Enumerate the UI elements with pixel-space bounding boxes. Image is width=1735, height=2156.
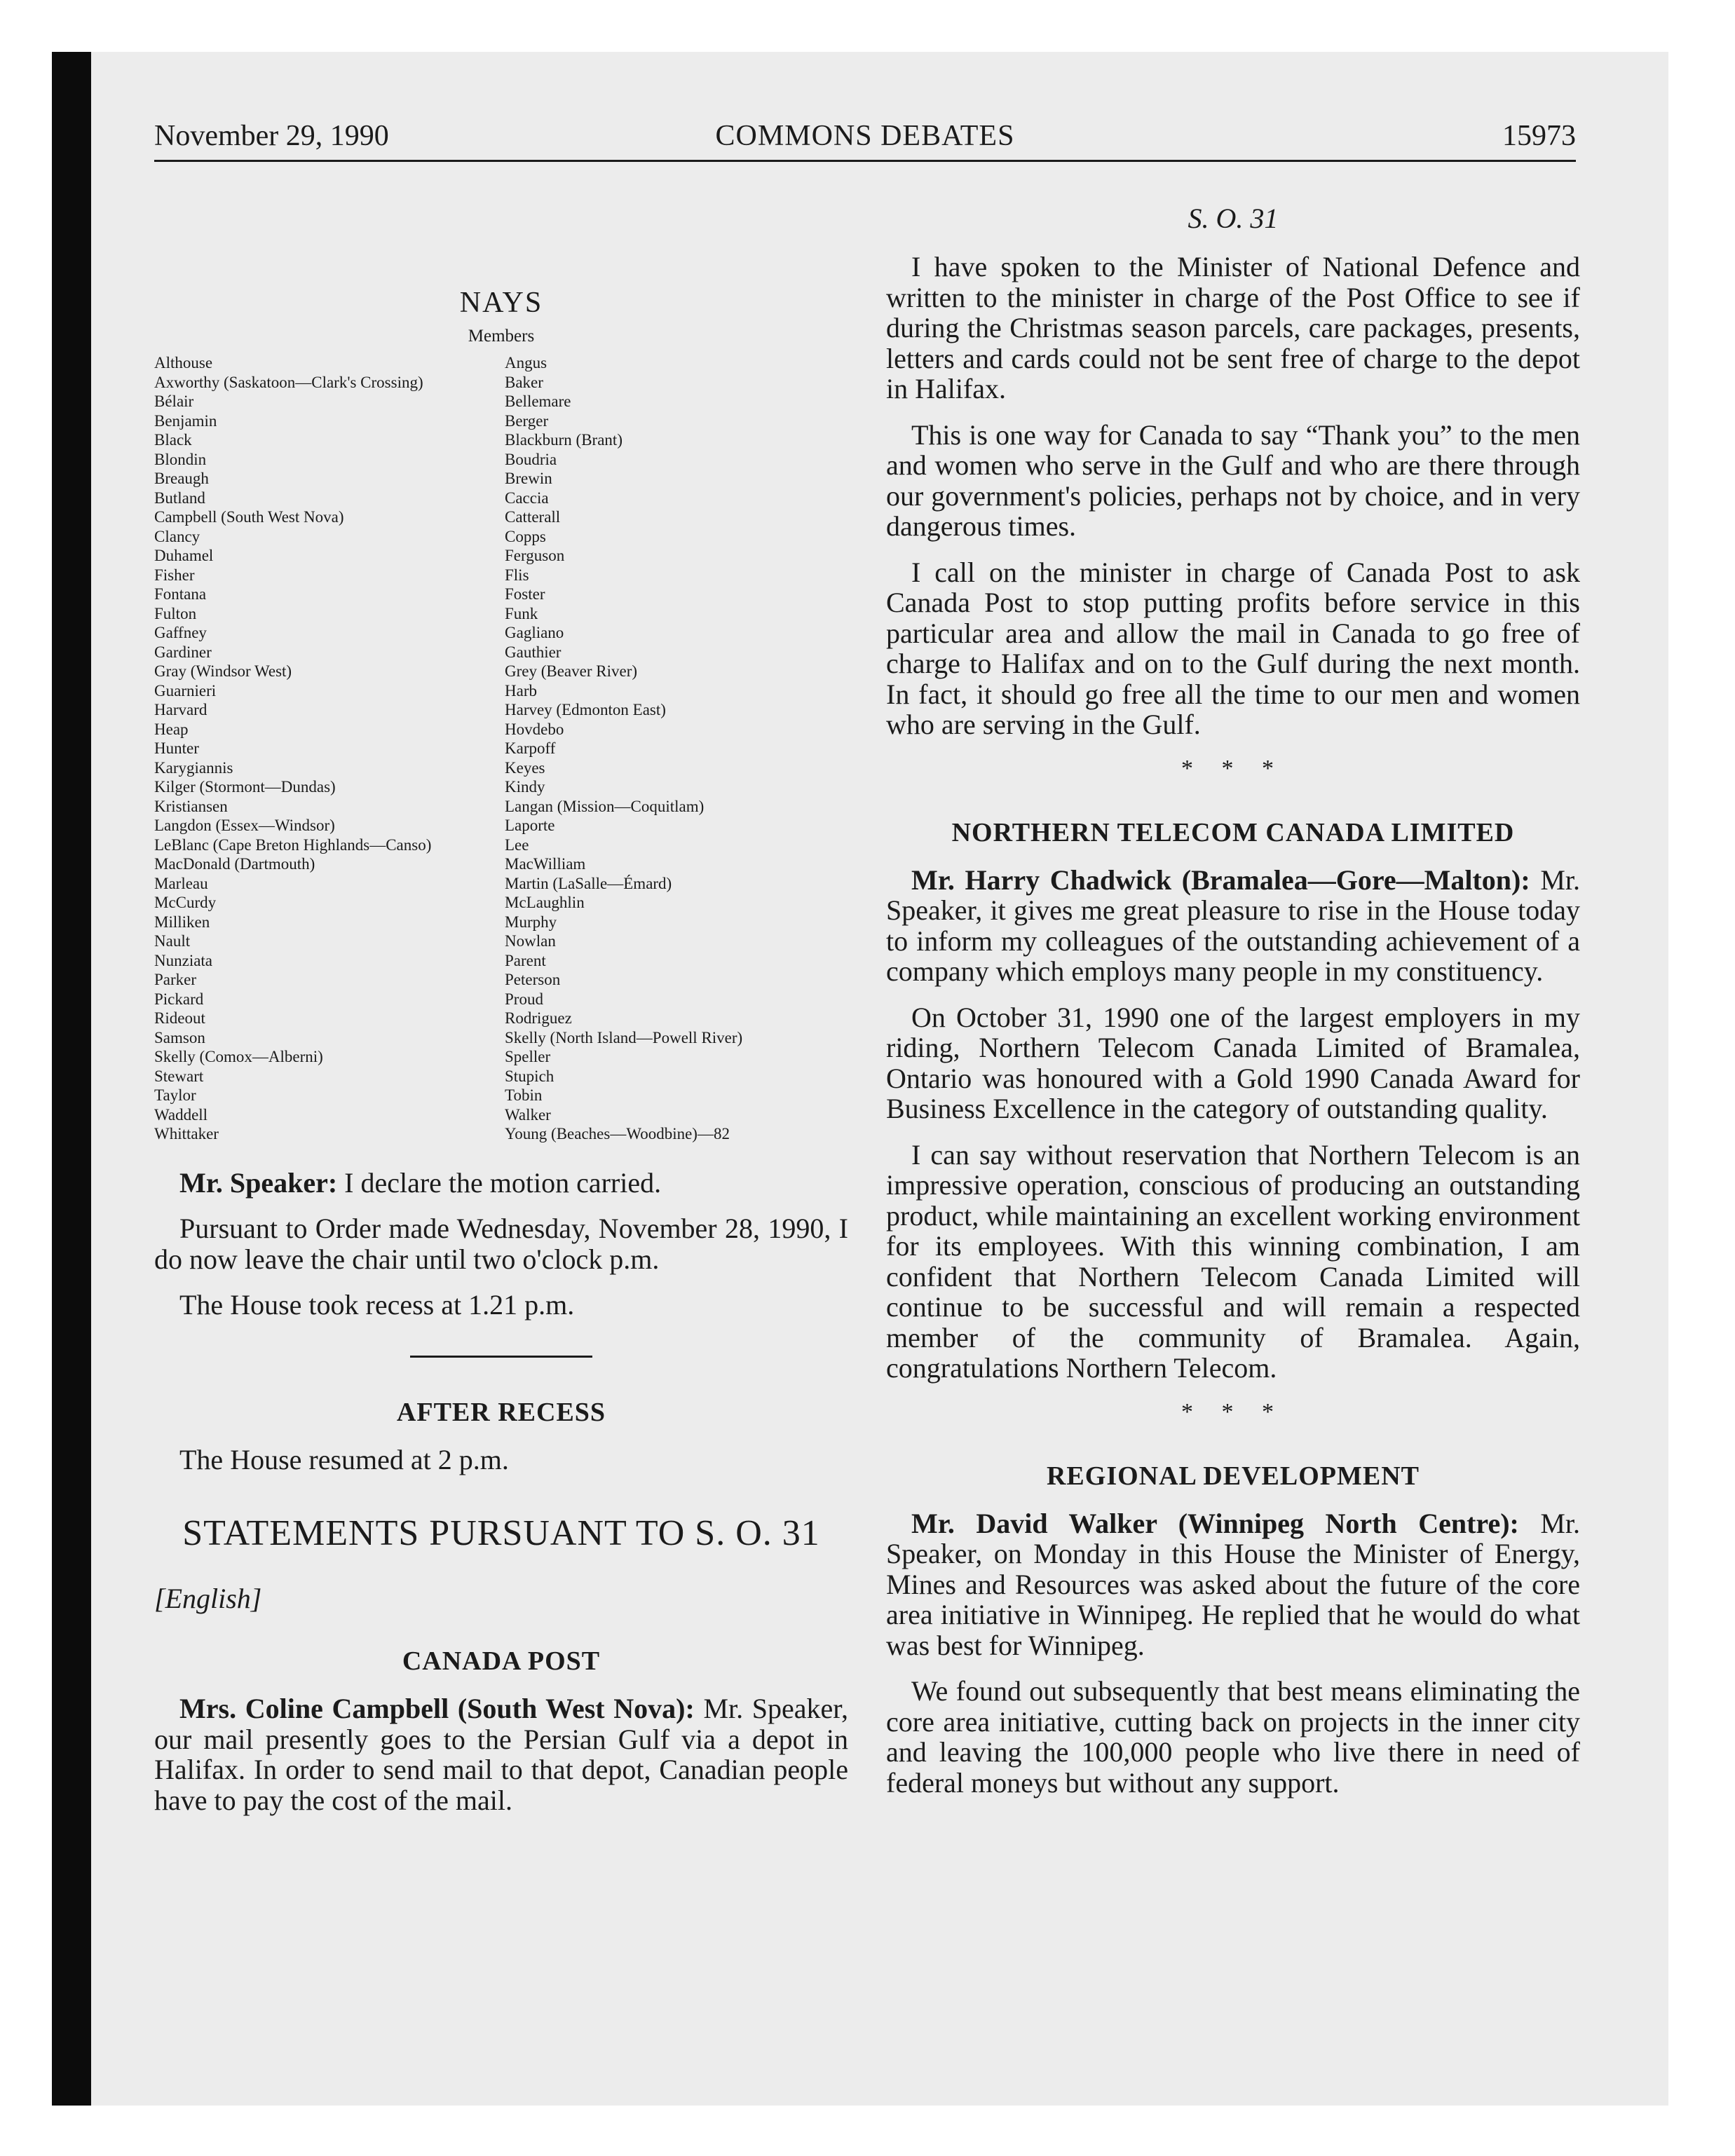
member-name: Flis — [505, 566, 529, 584]
member-name: MacWilliam — [505, 855, 586, 873]
member-name: Walker — [505, 1105, 551, 1124]
member-name: Clancy — [154, 527, 200, 545]
member-name: Keyes — [505, 758, 545, 777]
roll-call-list — [154, 353, 848, 1144]
member-name: Nowlan — [505, 932, 556, 950]
chadwick-name: Mr. Harry Chadwick (Bramalea—Gore—Malton): — [911, 864, 1530, 896]
chadwick-text: Mr. Speaker, it gives me great pleasure to rise in the House today to inform my colleagues of the outstanding achievement of a company which employs many people in my constituency. — [886, 864, 1580, 987]
member-name: Peterson — [505, 971, 561, 988]
member-name: Brewin — [505, 470, 552, 487]
member-name: Proud — [505, 990, 543, 1008]
binding-edge — [52, 52, 91, 2106]
member-name: Kindy — [505, 778, 545, 796]
member-name: Breaugh — [154, 470, 209, 487]
order-paragraph: Pursuant to Order made Wednesday, November 28, 1990, I do now leave the chair until two o'clock p.m. — [154, 1213, 848, 1275]
resumed-paragraph: The House resumed at 2 p.m. — [179, 1443, 509, 1475]
member-name: Copps — [505, 527, 546, 545]
member-name: Gardiner — [154, 643, 212, 661]
member-name: Langan (Mission—Coquitlam) — [505, 797, 705, 815]
chadwick-paragraph — [886, 865, 1580, 987]
section-divider — [410, 1356, 592, 1358]
member-name: Whittaker — [154, 1125, 219, 1142]
right-paragraph-4: On October 31, 1990 one of the largest employers in my riding, Northern Telecom Canada Limited of Bramalea, Ontario was honoured with a Gold 1990 Canada Award for Business Excellence in the category of outstanding quality. — [886, 1001, 1580, 1124]
member-name: Waddell — [154, 1105, 208, 1124]
member-name: Ferguson — [505, 547, 565, 564]
walker-text: Mr. Speaker, on Monday in this House the Minister of Energy, Mines and Resources was asked about the future of the core area initiative in Winnipeg. He replied that he would do what was best for Winnipeg. — [886, 1507, 1580, 1661]
member-name: Campbell (South West Nova) — [154, 508, 344, 526]
member-name: Harvard — [154, 701, 207, 718]
member-name: Speller — [505, 1048, 551, 1065]
header-rule — [154, 160, 1576, 162]
member-name: Grey (Beaver River) — [505, 662, 638, 680]
member-name: Axworthy (Saskatoon—Clark's Crossing) — [154, 373, 423, 391]
right-paragraph-5: I can say without reservation that Northern Telecom is an impressive operation, conscious of producing an outstanding product, while maintaining an excellent working environment for its employees. With this winning combination, I am confident that Northern Telecom Canada Limited will continue to be successful and will remain a respected member of the community of Bramalea. Again, congratulations Northern Telecom. — [886, 1138, 1580, 1384]
right-paragraph-6: We found out subsequently that best means eliminating the core area initiative, cutting back on projects in the inner city and leaving the 100,000 people who live there in need of federal moneys but without any support. — [886, 1675, 1580, 1799]
member-name: McCurdy — [154, 894, 217, 911]
member-name: Lee — [505, 835, 529, 854]
member-name: Skelly (North Island—Powell River) — [505, 1028, 743, 1046]
member-name: Parent — [505, 951, 546, 969]
member-name: Butland — [154, 489, 205, 507]
statements-heading: STATEMENTS PURSUANT TO S. O. 31 — [182, 1513, 820, 1553]
member-name: Guarnieri — [154, 681, 217, 700]
speaker-name: Mr. Speaker: — [179, 1166, 338, 1199]
member-name: Angus — [505, 354, 547, 371]
so-31-label: S. O. 31 — [1188, 203, 1279, 234]
member-name: Tobin — [505, 1086, 543, 1104]
after-recess-heading: AFTER RECESS — [396, 1397, 606, 1427]
member-name: Nunziata — [154, 951, 213, 969]
walker-paragraph — [886, 1508, 1580, 1661]
member-name: Kilger (Stormont—Dundas) — [154, 778, 336, 796]
member-name: Blackburn (Brant) — [505, 431, 622, 449]
member-name: LeBlanc (Cape Breton Highlands—Canso) — [154, 835, 432, 854]
member-name: Gagliano — [505, 624, 564, 641]
members-subheading: Members — [468, 327, 535, 346]
member-name: Milliken — [154, 913, 210, 931]
member-name: Karygiannis — [154, 758, 233, 777]
member-name: Bélair — [154, 393, 194, 410]
member-name: Rodriguez — [505, 1009, 572, 1027]
page-header — [154, 119, 1576, 161]
regional-heading: REGIONAL DEVELOPMENT — [1046, 1461, 1420, 1491]
member-name: Foster — [505, 585, 545, 603]
member-name: Benjamin — [154, 411, 217, 430]
member-name: Pickard — [154, 990, 204, 1008]
recess-paragraph: The House took recess at 1.21 p.m. — [179, 1289, 575, 1321]
member-name: Nault — [154, 932, 191, 950]
member-name: Hovdebo — [505, 720, 564, 738]
member-name: Caccia — [505, 489, 549, 507]
language-note: [English] — [154, 1583, 262, 1614]
canada-post-heading: CANADA POST — [402, 1646, 601, 1676]
roll-call-left — [154, 353, 505, 1144]
member-name: Young (Beaches—Woodbine)—82 — [505, 1125, 730, 1142]
speaker-paragraph — [154, 1168, 848, 1199]
member-name: Samson — [154, 1028, 205, 1046]
member-name: Laporte — [505, 817, 555, 834]
section-stars-2: * * * — [1181, 1398, 1285, 1425]
walker-name: Mr. David Walker (Winnipeg North Centre): — [911, 1507, 1519, 1539]
member-name: Stupich — [505, 1067, 554, 1085]
member-name: Gray (Windsor West) — [154, 662, 292, 680]
member-name: Blondin — [154, 450, 207, 468]
member-name: Fisher — [154, 566, 195, 584]
member-name: Kristiansen — [154, 797, 228, 815]
member-name: Marleau — [154, 874, 208, 892]
right-paragraph-3: I call on the minister in charge of Canada Post to ask Canada Post to stop putting profits before service in this particular area and allow the mail in Canada to go free of charge to Halifax and on to the Gulf during the next month. In fact, it should go free all the time to our men and women who are serving in the Gulf. — [886, 556, 1580, 740]
header-date: November 29, 1990 — [154, 120, 389, 152]
member-name: Baker — [505, 373, 543, 391]
header-page-number: 15973 — [1502, 120, 1576, 152]
member-name: Gaffney — [154, 624, 207, 641]
member-name: Hunter — [154, 739, 199, 757]
member-name: Harvey (Edmonton East) — [505, 701, 666, 718]
member-name: Skelly (Comox—Alberni) — [154, 1048, 323, 1065]
member-name: Harb — [505, 681, 537, 700]
member-name: McLaughlin — [505, 894, 585, 911]
telecom-heading: NORTHERN TELECOM CANADA LIMITED — [951, 817, 1515, 847]
member-name: Langdon (Essex—Windsor) — [154, 817, 335, 834]
member-name: Heap — [154, 720, 189, 738]
member-name: Karpoff — [505, 739, 556, 757]
member-name: Berger — [505, 411, 549, 430]
roll-call-right — [505, 353, 848, 1144]
right-paragraph-1: I have spoken to the Minister of National Defence and written to the minister in charge of the Post Office to see if during the Christmas season parcels, care packages, presents, letters and cards could not be sent free of charge to the depot in Halifax. — [886, 251, 1580, 404]
member-name: Althouse — [154, 354, 213, 371]
member-name: Stewart — [154, 1067, 204, 1085]
right-column — [886, 168, 1580, 1813]
speaker-text: I declare the motion carried. — [337, 1166, 662, 1199]
member-name: Murphy — [505, 913, 557, 931]
member-name: Boudria — [505, 450, 557, 468]
member-name: Rideout — [154, 1009, 205, 1027]
member-name: Fulton — [154, 604, 197, 622]
member-name: Bellemare — [505, 393, 571, 410]
member-name: Gauthier — [505, 643, 562, 661]
member-name: Funk — [505, 604, 538, 622]
member-name: Taylor — [154, 1086, 196, 1104]
right-paragraph-2: This is one way for Canada to say “Thank you” to the men and women who serve in the Gulf and who are there through our government's policies, perhaps not by choice, and in very dangerous times. — [886, 418, 1580, 542]
member-name: Black — [154, 431, 192, 449]
campbell-text: Mr. Speaker, our mail presently goes to the Persian Gulf via a depot in Halifax. In order to send mail to that depot, Canadian people have to pay the cost of the mail. — [154, 1693, 849, 1816]
member-name: Duhamel — [154, 547, 214, 564]
campbell-name: Mrs. Coline Campbell (South West Nova): — [179, 1693, 695, 1724]
member-name: MacDonald (Dartmouth) — [154, 855, 315, 873]
member-name: Martin (LaSalle—Émard) — [505, 874, 672, 892]
member-name: Parker — [154, 971, 197, 988]
left-column — [154, 168, 848, 1831]
member-name: Catterall — [505, 508, 561, 526]
header-title: COMMONS DEBATES — [715, 120, 1015, 152]
nays-heading: NAYS — [459, 287, 543, 319]
campbell-paragraph — [154, 1693, 848, 1815]
member-name: Fontana — [154, 585, 207, 603]
section-stars-1: * * * — [1181, 755, 1285, 782]
